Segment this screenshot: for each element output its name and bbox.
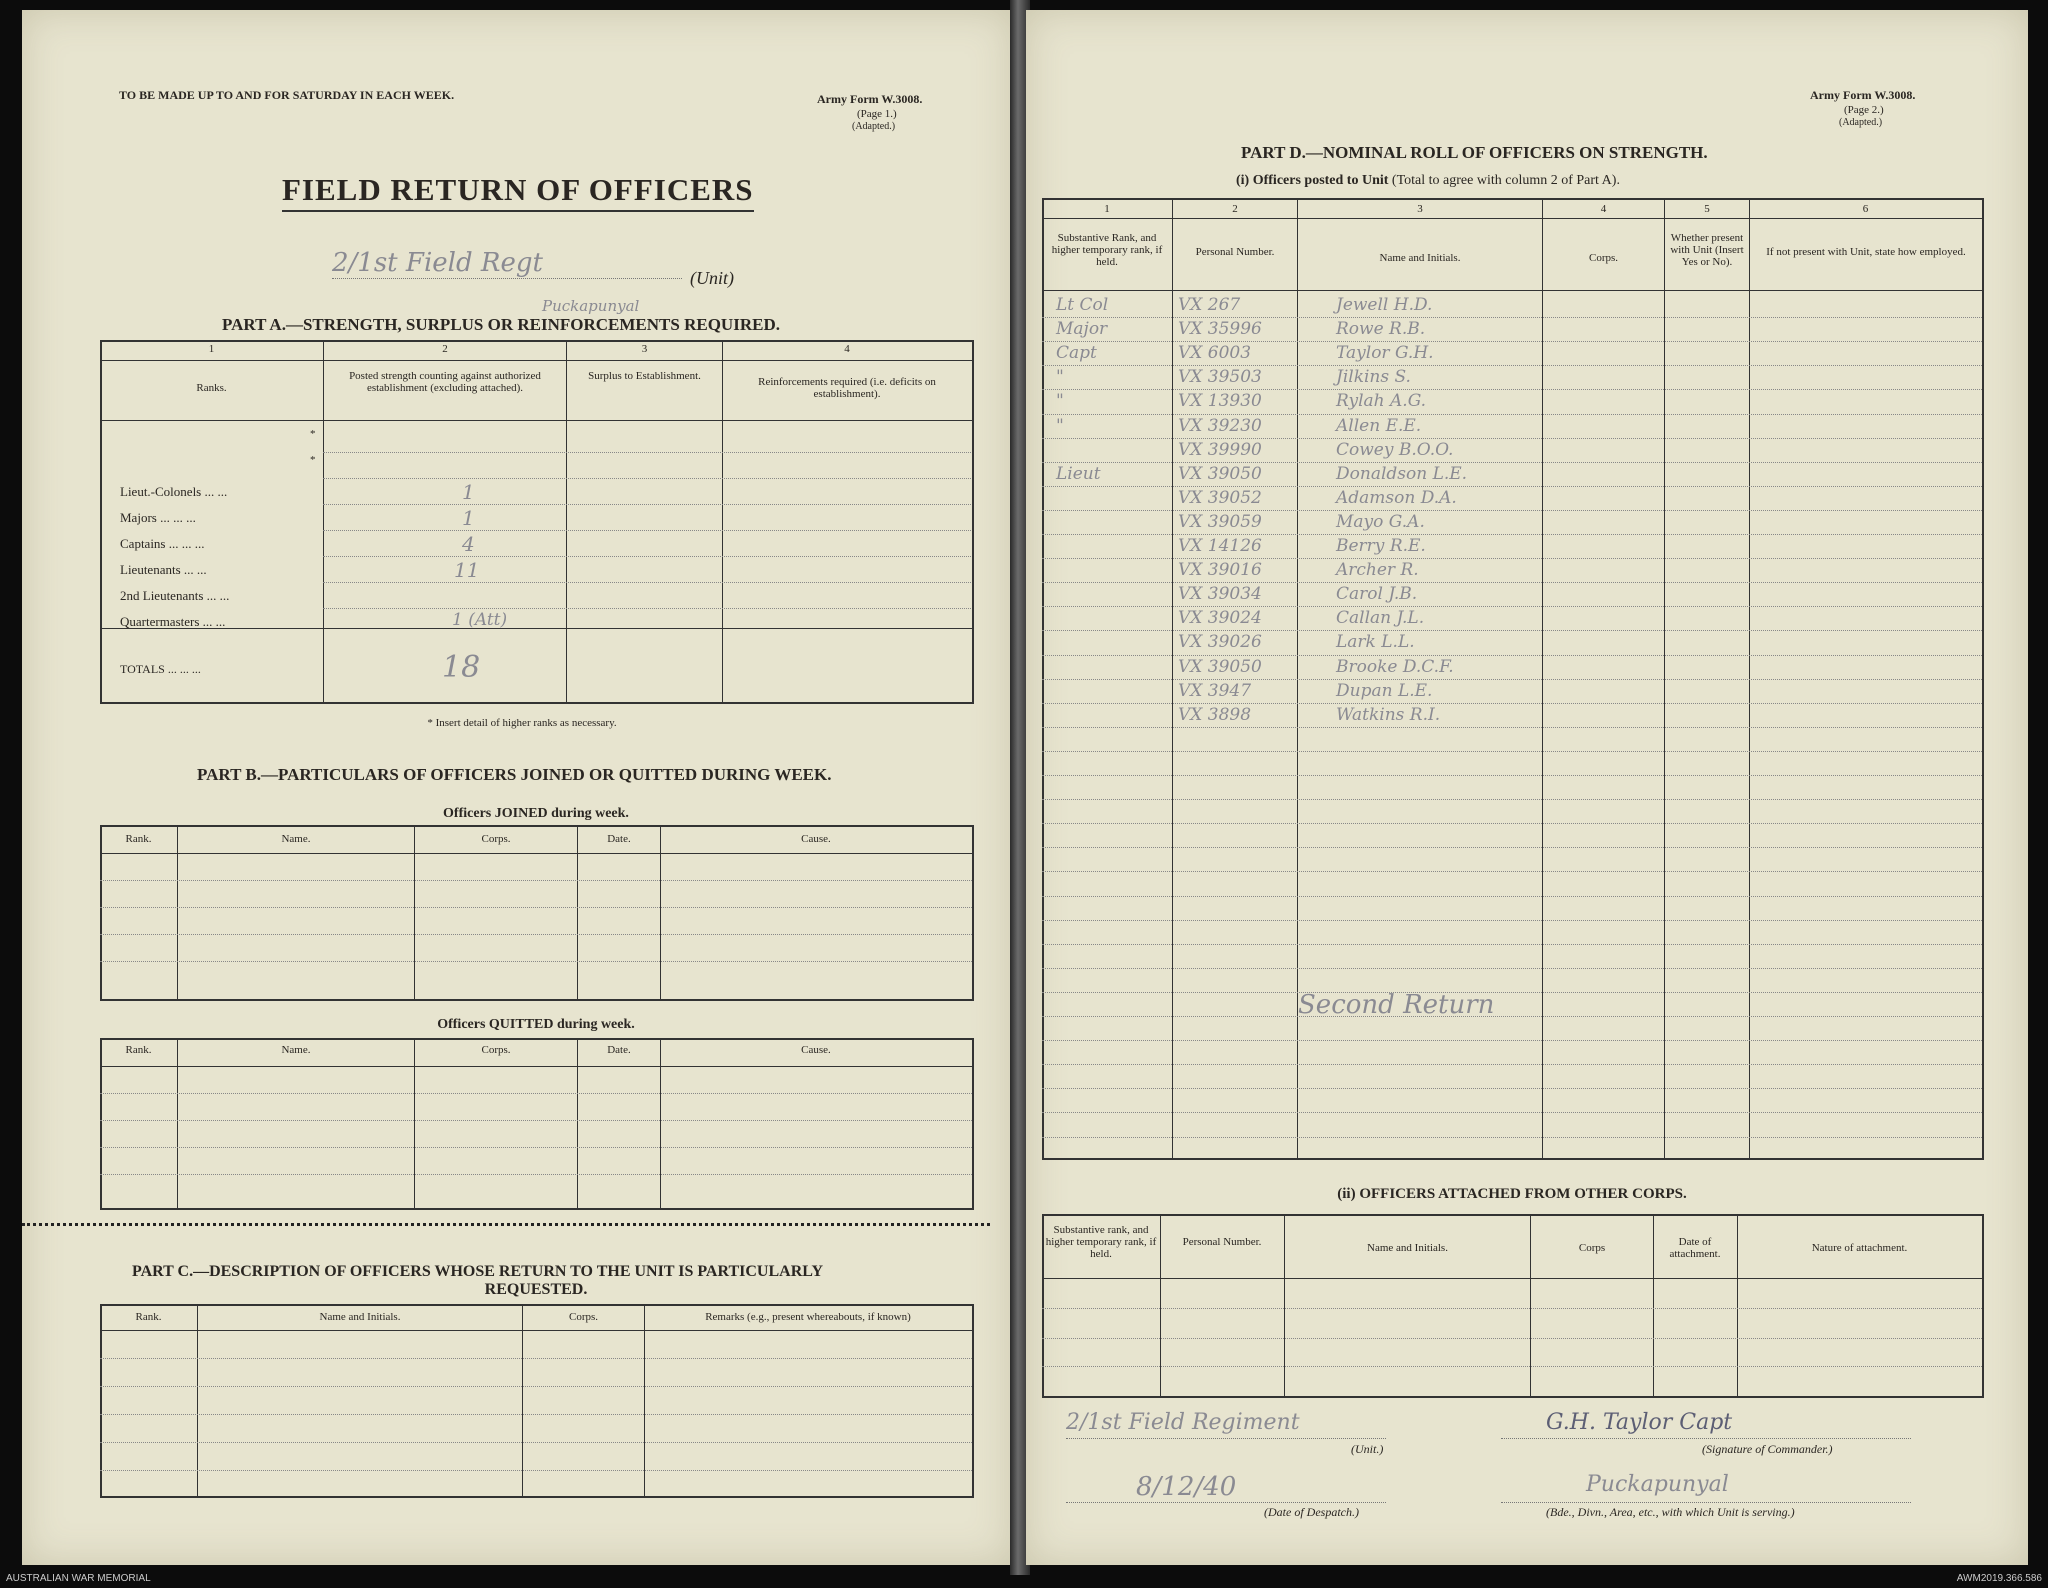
col-header: Nature of attachment.: [1811, 1242, 1908, 1254]
col-header: Name and Initials.: [1379, 252, 1461, 264]
roll-name: Taylor G.H.: [1336, 343, 1434, 364]
col-header: Date of attachment.: [1669, 1236, 1721, 1260]
location-handwritten: Puckapunyal: [1586, 1472, 1729, 1497]
roll-name: Cowey B.O.O.: [1336, 439, 1454, 460]
page-1: [22, 10, 1012, 1565]
roll-name: Adamson D.A.: [1336, 487, 1457, 508]
rank-label: Quartermasters ... ...: [120, 614, 226, 629]
roll-name: Jewell H.D.: [1336, 295, 1433, 315]
roll-name: Allen E.E.: [1336, 415, 1422, 436]
joined-table: [100, 825, 974, 1001]
roll-rule: [1042, 341, 1982, 342]
roll-rule: [1042, 438, 1982, 439]
col-header: Rank.: [135, 1311, 162, 1323]
col-header: Name.: [281, 1044, 311, 1056]
roll-rule: [1042, 582, 1982, 583]
roll-rule: [1042, 655, 1982, 656]
roll-rule: [1042, 751, 1982, 752]
form-id: Army Form W.3008.: [1810, 88, 1916, 102]
roll-rule: [1042, 1112, 1982, 1113]
col-number: 5: [1704, 203, 1710, 215]
roll-name: Brooke D.C.F.: [1336, 656, 1454, 677]
location-label: (Bde., Divn., Area, etc., with which Unit is serving.): [1546, 1505, 1795, 1519]
roll-number: VX 3947: [1178, 680, 1252, 701]
roll-rule: [1042, 968, 1982, 969]
roll-name: Jilkins S.: [1336, 367, 1411, 388]
roll-rank: Capt: [1056, 343, 1097, 364]
roll-rank: ": [1056, 367, 1064, 388]
roll-rule: [1042, 558, 1982, 559]
roll-number: VX 6003: [1178, 343, 1252, 364]
col-number: 2: [442, 343, 448, 355]
roll-rank: Lieut: [1056, 463, 1101, 484]
roll-name: Rowe R.B.: [1336, 319, 1426, 340]
totals-label: TOTALS ... ... ...: [120, 662, 201, 676]
col-number: 3: [641, 343, 648, 355]
roll-rule: [1042, 317, 1982, 318]
form-page: (Page 2.): [1844, 104, 1884, 116]
rank-label: Lieut.-Colonels ... ...: [120, 484, 228, 499]
roll-rule: [1042, 1064, 1982, 1065]
col-number: 1: [1104, 203, 1110, 215]
roll-rule: [1042, 775, 1982, 776]
roll-rule: [1042, 871, 1982, 872]
col-header: Ranks.: [196, 382, 227, 394]
strength-value: 11: [454, 558, 480, 582]
totals-value: 18: [442, 650, 481, 685]
col-number: 4: [1600, 203, 1607, 215]
roll-number: VX 39016: [1178, 560, 1262, 581]
roll-rule: [1042, 365, 1982, 366]
roll-rank: ": [1056, 391, 1064, 412]
form-adapted: (Adapted.): [852, 121, 896, 132]
roll-rule: [1042, 606, 1982, 607]
col-header: Rank.: [125, 833, 152, 845]
col-header: Corps.: [1588, 252, 1619, 264]
strength-value: 1 (Att): [452, 610, 508, 630]
roll-rule: [1042, 1088, 1982, 1089]
part-d-heading: PART D.—NOMINAL ROLL OF OFFICERS ON STRENGTH.: [1241, 143, 1708, 162]
roll-rule: [1042, 389, 1982, 390]
part-c-heading-line2: REQUESTED.: [484, 1281, 588, 1298]
roll-number: VX 267: [1178, 295, 1241, 315]
col-header: Rank.: [125, 1044, 152, 1056]
form-id: Army Form W.3008.: [817, 92, 923, 106]
col-header: Name and Initials.: [1367, 1242, 1448, 1254]
col-header: Corps.: [481, 833, 511, 845]
roll-rule: [1042, 462, 1982, 463]
col-number: 4: [844, 343, 850, 355]
col-header: Personal Number.: [1182, 1236, 1262, 1248]
roll-rule: [1042, 1040, 1982, 1041]
roll-rule: [1042, 534, 1982, 535]
roll-number: VX 39230: [1178, 415, 1262, 436]
roll-rule: [1042, 896, 1982, 897]
part-c-heading-line1: PART C.—DESCRIPTION OF OFFICERS WHOSE RETURN TO THE UNIT IS PARTICULARLY: [132, 1263, 824, 1280]
roll-number: VX 39050: [1178, 463, 1262, 484]
rank-label: Majors ... ... ...: [120, 510, 196, 525]
roll-number: VX 39026: [1178, 632, 1262, 653]
joined-heading: Officers JOINED during week.: [443, 806, 629, 821]
roll-rule: [1042, 414, 1982, 415]
roll-rule: [1042, 630, 1982, 631]
rank-label: 2nd Lieutenants ... ...: [120, 588, 230, 603]
page-title: FIELD RETURN OF OFFICERS: [282, 172, 754, 212]
roll-number: VX 13930: [1178, 391, 1262, 412]
rank-marker: *: [310, 428, 316, 440]
col-header: Corps.: [568, 1311, 599, 1323]
roll-name: Donaldson L.E.: [1336, 463, 1468, 484]
roll-rule: [1042, 1016, 1982, 1017]
col-header: Surplus to Establishment.: [588, 370, 701, 382]
roll-number: VX 39503: [1178, 367, 1262, 388]
sig-unit-handwritten: 2/1st Field Regiment: [1066, 1410, 1300, 1435]
tear-line: [22, 1223, 990, 1226]
strength-value: 4: [462, 532, 475, 556]
col-header: Cause.: [801, 1044, 831, 1056]
roll-number: VX 39059: [1178, 511, 1262, 532]
roll-rule: [1042, 992, 1982, 993]
quitted-table: [100, 1038, 974, 1210]
roll-name: Archer R.: [1336, 560, 1419, 581]
roll-rule: [1042, 727, 1982, 728]
footer-right: AWM2019.366.586: [1956, 1573, 2042, 1584]
roll-name: Dupan L.E.: [1336, 680, 1433, 701]
date-label: (Date of Despatch.): [1264, 1505, 1359, 1519]
form-page: (Page 1.): [857, 108, 897, 120]
col-header: Corps.: [481, 1044, 511, 1056]
roll-number: VX 39024: [1178, 608, 1262, 629]
roll-name: Callan J.L.: [1336, 608, 1425, 629]
sig-handwritten: G.H. Taylor Capt: [1546, 1410, 1733, 1435]
roll-number: VX 3898: [1178, 704, 1252, 725]
col-number: 3: [1417, 203, 1423, 215]
roll-number: VX 39990: [1178, 439, 1262, 460]
col-header: Name.: [281, 833, 311, 845]
col-header: If not present with Unit, state how employed.: [1766, 246, 1966, 258]
strength-value: 1: [462, 480, 475, 504]
col-number: 6: [1862, 203, 1869, 215]
strength-value: 1: [462, 506, 475, 530]
roll-rank: Major: [1056, 319, 1108, 340]
col-header: Cause.: [801, 833, 831, 845]
roll-number: VX 39034: [1178, 584, 1262, 605]
roll-name: Rylah A.G.: [1336, 391, 1427, 412]
roll-rule: [1042, 920, 1982, 921]
part-a-heading: PART A.—STRENGTH, SURPLUS OR REINFORCEMENTS REQUIRED.: [222, 315, 780, 334]
quitted-heading: Officers QUITTED during week.: [437, 1017, 635, 1032]
roll-number: VX 35996: [1178, 319, 1262, 340]
part-a-footnote: * Insert detail of higher ranks as necessary.: [427, 717, 617, 729]
roll-rule: [1042, 944, 1982, 945]
col-number: 1: [208, 343, 215, 355]
col-header: Reinforcements required (i.e. deficits on establishment).: [758, 376, 936, 400]
part-d-subheading-rest: (Total to agree with column 2 of Part A).: [1391, 173, 1620, 188]
roll-name: Mayo G.A.: [1336, 511, 1425, 532]
attached-heading: (ii) OFFICERS ATTACHED FROM OTHER CORPS.: [1337, 1186, 1687, 1202]
part-c-table: [100, 1304, 974, 1498]
handwritten-note: Second Return: [1298, 990, 1495, 1020]
unit-handwritten: 2/1st Field Regt: [332, 248, 682, 279]
sig-unit-label: (Unit.): [1351, 1442, 1384, 1456]
page-2: [1026, 10, 2028, 1565]
col-header: Date.: [607, 833, 631, 845]
roll-rule: [1042, 1137, 1982, 1138]
footer-left: AUSTRALIAN WAR MEMORIAL: [6, 1573, 151, 1584]
part-d-subheading: [1236, 173, 1620, 189]
roll-name: Berry R.E.: [1336, 536, 1426, 556]
col-header: Substantive Rank, and higher temporary rank, if held.: [1051, 232, 1163, 268]
roll-rule: [1042, 823, 1982, 824]
roll-rank: Lt Col: [1056, 295, 1109, 315]
col-number: 2: [1232, 203, 1238, 215]
rank-label: Captains ... ... ...: [120, 536, 205, 551]
col-header: Name and Initials.: [319, 1311, 401, 1323]
unit-sub-handwritten: Puckapunyal: [542, 297, 640, 315]
roll-rank: ": [1056, 415, 1064, 436]
part-d-subheading-bold: (i) Officers posted to Unit: [1236, 173, 1389, 188]
unit-label: (Unit): [690, 268, 734, 288]
roll-name: Lark L.L.: [1336, 632, 1415, 653]
roll-rule: [1042, 486, 1982, 487]
form-adapted: (Adapted.): [1839, 117, 1883, 128]
roll-number: VX 14126: [1178, 536, 1262, 556]
col-header: Corps: [1578, 1242, 1606, 1254]
rank-marker: *: [310, 454, 316, 466]
roll-number: VX 39052: [1178, 487, 1262, 508]
roll-rule: [1042, 679, 1982, 680]
col-header: Posted strength counting against authorized establishment (excluding attached).: [349, 370, 541, 394]
roll-rule: [1042, 510, 1982, 511]
date-handwritten: 8/12/40: [1136, 1472, 1237, 1502]
roll-rule: [1042, 703, 1982, 704]
roll-name: Carol J.B.: [1336, 584, 1418, 605]
sig-label: (Signature of Commander.): [1702, 1442, 1833, 1456]
part-b-heading: PART B.—PARTICULARS OF OFFICERS JOINED OR QUITTED DURING WEEK.: [197, 765, 832, 784]
roll-number: VX 39050: [1178, 656, 1262, 677]
roll-rule: [1042, 847, 1982, 848]
roll-rule: [1042, 799, 1982, 800]
col-header: Substantive rank, and higher temporary rank, if held.: [1045, 1224, 1157, 1260]
col-header: Personal Number.: [1195, 246, 1275, 258]
col-header: Remarks (e.g., present whereabouts, if known): [705, 1311, 911, 1323]
top-note: TO BE MADE UP TO AND FOR SATURDAY IN EACH WEEK.: [119, 88, 455, 102]
rank-label: Lieutenants ... ...: [120, 562, 207, 577]
roll-name: Watkins R.I.: [1336, 704, 1441, 725]
col-header: Date.: [607, 1044, 631, 1056]
col-header: Whether present with Unit (Insert Yes or No).: [1670, 232, 1744, 268]
